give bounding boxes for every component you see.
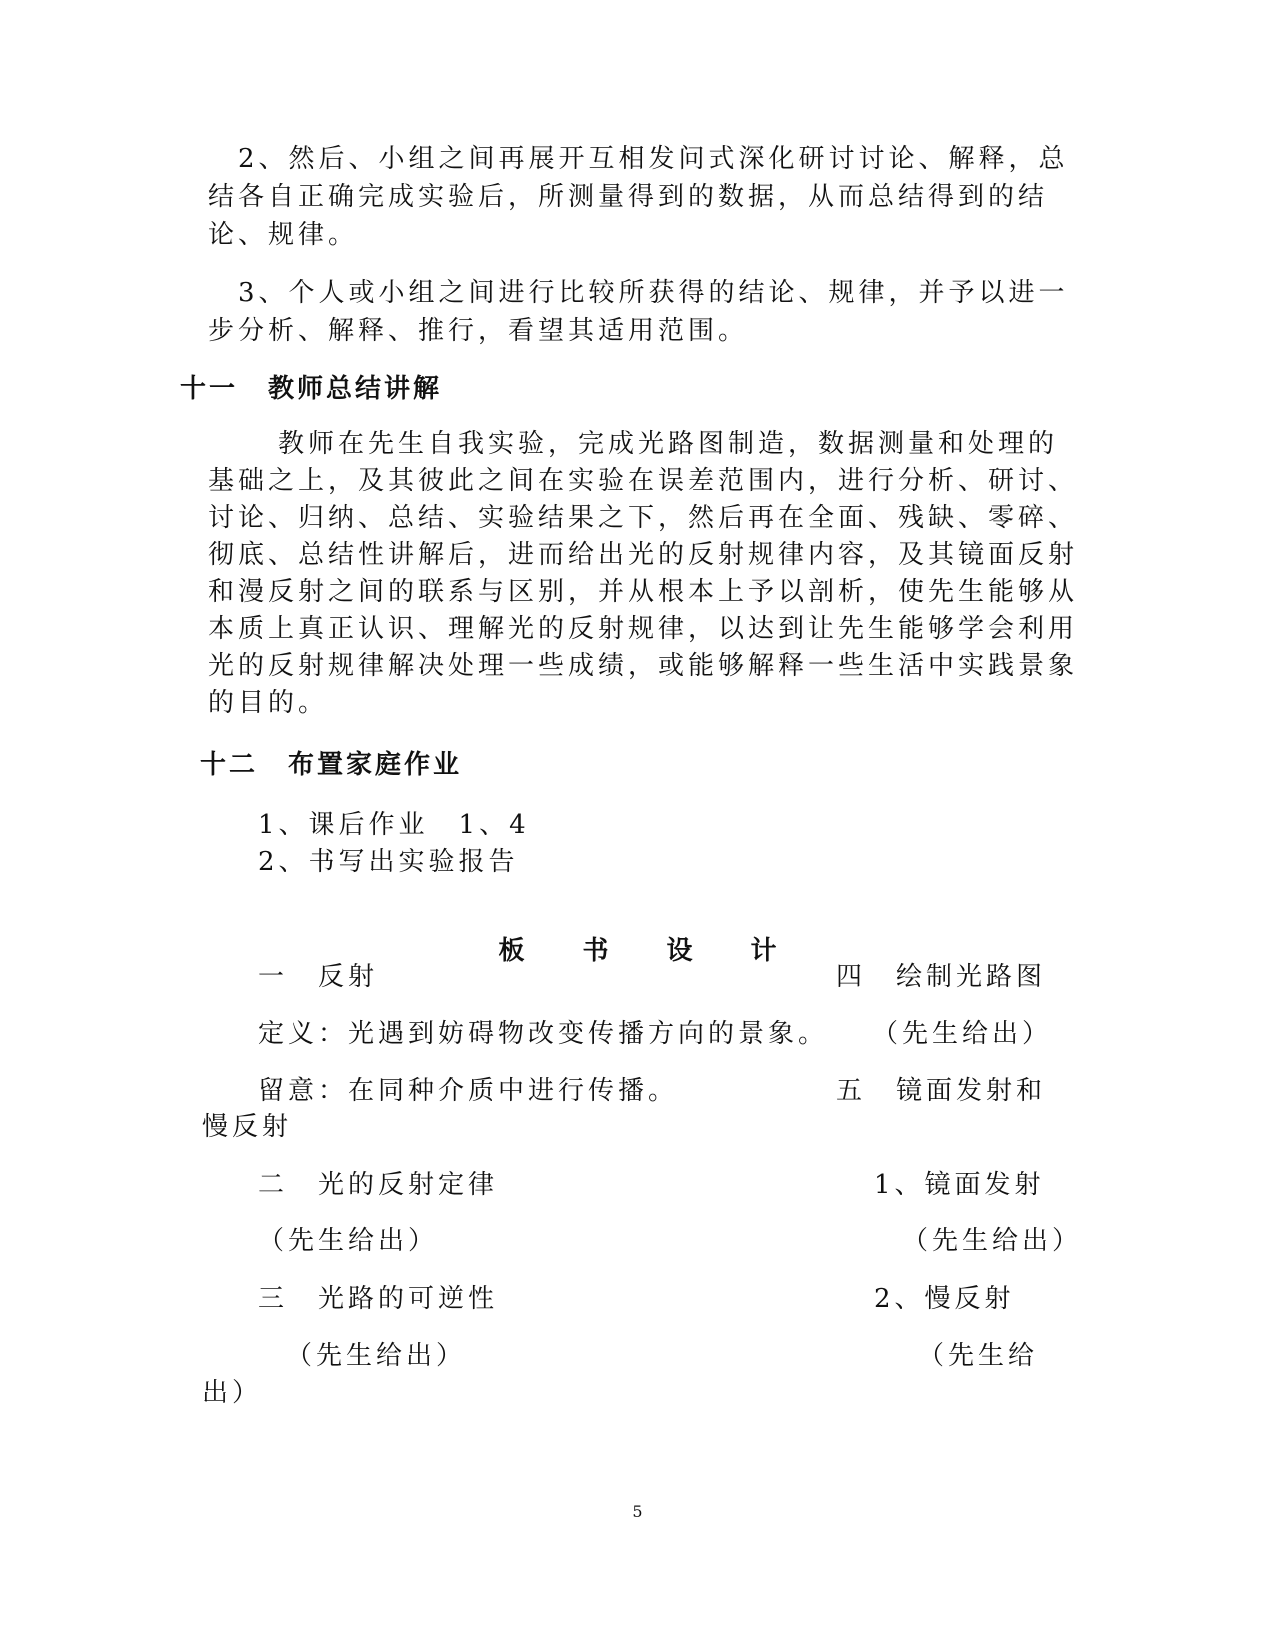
board-h1: 一 反射 <box>258 962 379 992</box>
section-11-heading <box>180 368 442 405</box>
homework-item-1: 1、课后作业 1、4 <box>258 810 530 840</box>
board-h4-given: （先生给出） <box>872 1019 1053 1049</box>
board-right-item-1-given: （先生给出） <box>902 1226 1083 1256</box>
section-11-title: 教师总结讲解 <box>268 374 443 404</box>
section-11-body <box>208 426 1078 722</box>
board-right-item-2-given: （先生给 <box>918 1341 1039 1371</box>
paragraph-2-text: 2、然后、小组之间再展开互相发问式深化研讨讨论、解释，总结各自正确完成实验后，所测量得到的数据，从而总结得到的结论、规律。 <box>208 144 1069 250</box>
paragraph-3-text: 3、个人或小组之间进行比较所获得的结论、规律，并予以进一步分析、解释、推行，看望其适用范围。 <box>208 278 1069 346</box>
homework-item-2: 2、书写出实验报告 <box>258 847 519 877</box>
section-11-number: 十一 <box>180 374 239 404</box>
board-right-item-1: 1、镜面发射 <box>874 1170 1045 1200</box>
board-h2-given: （先生给出） <box>258 1226 439 1256</box>
board-h3: 三 光路的可逆性 <box>258 1284 499 1314</box>
board-h5: 五 镜面发射和 <box>836 1076 1047 1106</box>
page-number: 5 <box>632 1502 643 1521</box>
board-right-item-2-wrap: 出） <box>202 1378 263 1408</box>
board-note: 留意：在同种介质中进行传播。 <box>258 1076 679 1106</box>
section-12-title: 布置家庭作业 <box>288 750 463 780</box>
section-12-heading <box>200 744 462 781</box>
section-11-body-text: 教师在先生自我实验，完成光路图制造，数据测量和处理的基础之上，及其彼此之间在实验在误差范围内，进行分析、研讨、讨论、归纳、总结、实验结果之下，然后再在全面、残缺、零碎、彻底、总结性讲解后，进而给出光的反射规律内容，及其镜面反射和漫反射之间的联系与区别，并从根本上予以剖析，使先生能够从本质上真正认识、理解光的反射规律，以达到让先生能够学会利用光的反射规律解决处理一些成绩，或能够解释一些生活中实践景象的目的。 <box>208 429 1079 718</box>
paragraph-2 <box>208 140 1078 254</box>
section-12-number: 十二 <box>200 750 259 780</box>
board-right-item-2: 2、慢反射 <box>874 1284 1015 1314</box>
board-h4: 四 绘制光路图 <box>836 962 1047 992</box>
board-h3-given: （先生给出） <box>286 1341 467 1371</box>
board-design-title: 板书设计 <box>498 936 835 966</box>
board-h2: 二 光的反射定律 <box>258 1170 499 1200</box>
paragraph-3 <box>208 274 1078 350</box>
board-h5-wrap: 慢反射 <box>202 1112 293 1142</box>
board-definition: 定义：光遇到妨碍物改变传播方向的景象。 <box>258 1019 829 1049</box>
